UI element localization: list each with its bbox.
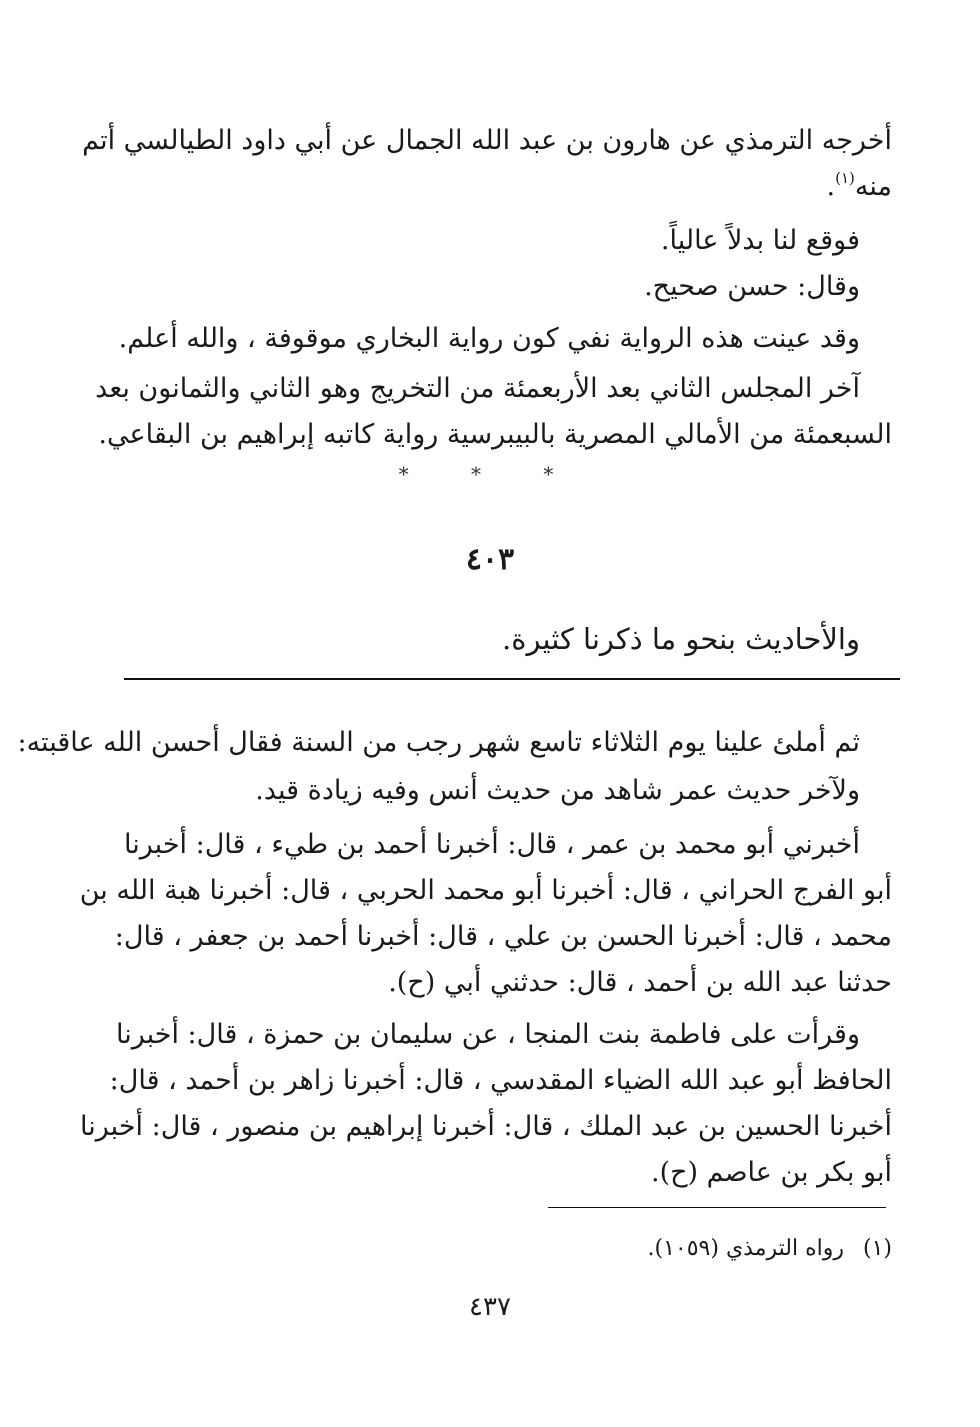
- text-span: فوقع لنا بدلاً عالياً.: [660, 225, 860, 256]
- page-number: ٤٣٧: [469, 1292, 511, 1322]
- paragraph-intro-line-2: [120, 768, 892, 814]
- paragraph-takhrij-line-1: [82, 118, 892, 164]
- isnad-2-line-2: [109, 1058, 892, 1104]
- footnote: [648, 1232, 892, 1266]
- paragraph-takhrij-line-2: [120, 164, 892, 210]
- section-number: ٤٠٣: [465, 542, 515, 577]
- text-span: ثم أملئ علينا يوم الثلاثاء تاسع شهر رجب من السنة فقال أحسن الله عاقبته:: [17, 727, 860, 758]
- paragraph-intro-line-1: [17, 720, 892, 766]
- text-span: أبو الفرج الحراني ، قال: أخبرنا أبو محمد الحربي ، قال: أخبرنا هبة الله بن: [79, 875, 892, 906]
- text-span: آخر المجلس الثاني بعد الأربعمئة من التخريج وهو الثاني والثمانون بعد: [95, 373, 860, 404]
- paragraph-majlis-end-line-1: [95, 366, 892, 412]
- text-span: السبعمئة من الأمالي المصرية بالبيبرسية رواية كاتبه إبراهيم بن البقاعي.: [98, 419, 892, 450]
- closing-line: [120, 616, 892, 662]
- isnad-1-line-1: [120, 822, 892, 868]
- isnad-2-line-4: [120, 1150, 892, 1196]
- text-span: محمد ، قال: أخبرنا الحسن بن علي ، قال: أخبرنا أحمد بن جعفر ، قال:: [114, 921, 892, 952]
- text-span: وقد عينت هذه الرواية نفي كون رواية البخاري موقوفة ، والله أعلم.: [118, 323, 860, 354]
- text-span: ولآخر حديث عمر شاهد من حديث أنس وفيه زيادة قيد.: [255, 775, 860, 806]
- isnad-2-line-1: [115, 1012, 892, 1058]
- isnad-2-line-3: [80, 1104, 892, 1150]
- text-span: أخبرنا الحسين بن عبد الملك ، قال: أخبرنا إبراهيم بن منصور ، قال: أخبرنا: [80, 1111, 892, 1142]
- text-span: أخبرني أبو محمد بن عمر ، قال: أخبرنا أحمد بن طيء ، قال: أخبرنا: [124, 829, 860, 860]
- text-span: الحافظ أبو عبد الله الضياء المقدسي ، قال: أخبرنا زاهر بن أحمد ، قال:: [109, 1065, 892, 1096]
- paragraph-badal: [120, 218, 892, 264]
- text-span: أبو بكر بن عاصم (ح).: [651, 1157, 892, 1188]
- footnote-marker: (١): [862, 1236, 892, 1261]
- text-span: حدثنا عبد الله بن أحمد ، قال: حدثني أبي (ح).: [388, 967, 892, 998]
- footnote-divider: [548, 1207, 886, 1208]
- isnad-1-line-2: [79, 868, 892, 914]
- footnote-reference: (١): [835, 169, 855, 187]
- paragraph-majlis-end-line-2: [98, 412, 892, 458]
- isnad-1-line-3: [114, 914, 892, 960]
- text-span: .: [826, 171, 836, 202]
- section-divider: [124, 678, 900, 680]
- footnote-text: رواه الترمذي (١٠٥٩).: [647, 1236, 844, 1261]
- text-span: منه: [854, 171, 892, 202]
- paragraph-hukm: [120, 264, 892, 310]
- text-span: وقال: حسن صحيح.: [644, 271, 860, 302]
- paragraph-mawqufa: [120, 316, 892, 362]
- text-span: والأحاديث بنحو ما ذكرنا كثيرة.: [502, 622, 860, 656]
- separator-stars: * * *: [398, 462, 582, 486]
- text-span: أخرجه الترمذي عن هارون بن عبد الله الجمال عن أبي داود الطيالسي أتم: [82, 125, 892, 156]
- text-span: وقرأت على فاطمة بنت المنجا ، عن سليمان بن حمزة ، قال: أخبرنا: [115, 1019, 860, 1050]
- isnad-1-line-4: [120, 960, 892, 1006]
